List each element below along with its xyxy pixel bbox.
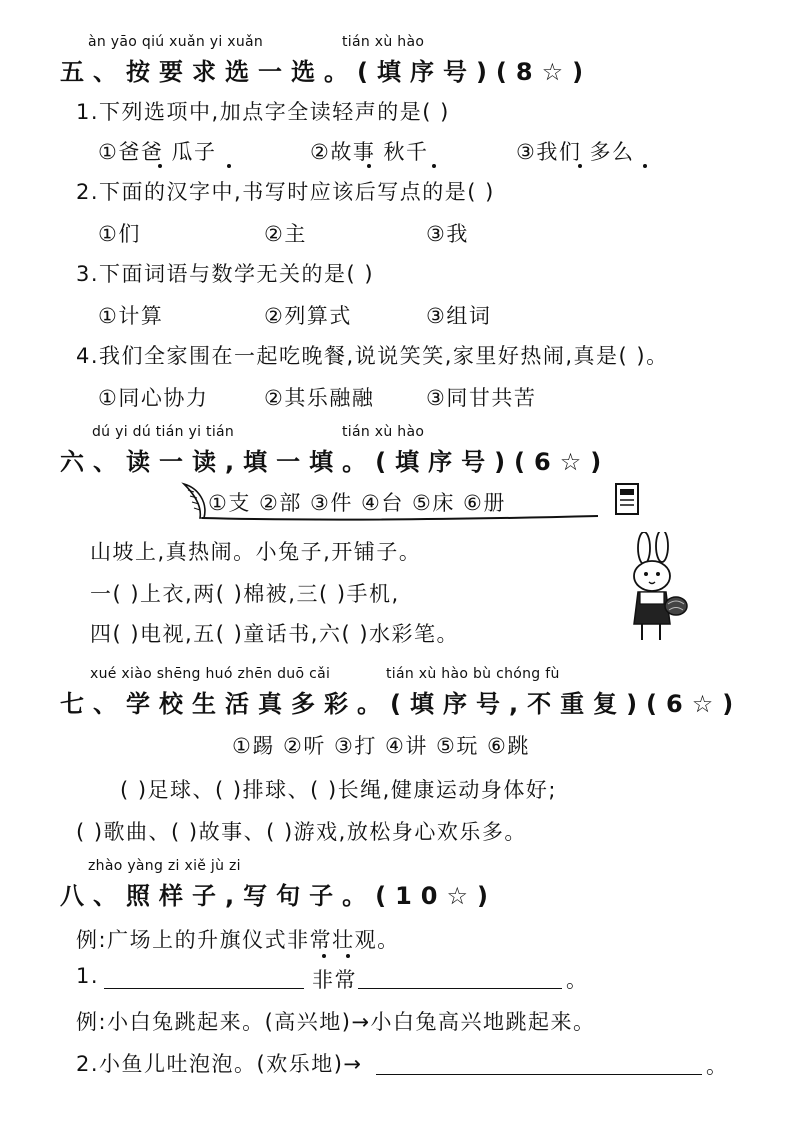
section6-line-3: 四( )电视,五( )童话书,六( )水彩笔。	[90, 622, 460, 646]
section8-pinyin-a: zhào yàng zi xiě jù zi	[88, 858, 241, 874]
section6-pinyin-a: dú yi dú tián yi tián	[92, 424, 235, 440]
q2-end-mark: 。	[706, 1054, 729, 1078]
emphasis-dot	[643, 164, 647, 168]
emphasis-dot	[158, 164, 162, 168]
section6-pinyin-b: tián xù hào	[342, 424, 425, 440]
answer-blank[interactable]	[104, 988, 304, 989]
q3-option-3: ③组词	[426, 304, 492, 328]
emphasis-dot	[346, 954, 350, 958]
answer-blank[interactable]	[358, 988, 562, 989]
q2-option-1: ①们	[98, 222, 141, 246]
emphasis-dot	[578, 164, 582, 168]
q2-option-2: ②主	[264, 222, 307, 246]
section7-line-1: ( )足球、( )排球、( )长绳,健康运动身体好;	[120, 778, 557, 802]
emphasis-dot	[367, 164, 371, 168]
section7-pinyin-a: xué xiào shēng huó zhēn duō cǎi	[90, 666, 331, 682]
q3-stem: 3.下面词语与数学无关的是( )	[76, 262, 375, 286]
q1-middle-word: 非常	[312, 968, 357, 992]
q3-option-2: ②列算式	[264, 304, 352, 328]
q1-option-2: ②故事 秋千	[310, 140, 429, 164]
section5-pinyin-a: àn yāo qiú xuǎn yi xuǎn	[88, 34, 264, 50]
book-icon	[614, 482, 640, 516]
rabbit-illustration	[622, 532, 690, 644]
word-bank-options: ①支 ②部 ③件 ④台 ⑤床 ⑥册	[208, 491, 506, 515]
section7-pinyin-b: tián xù hào bù chóng fù	[386, 666, 560, 682]
q4-option-2: ②其乐融融	[264, 386, 375, 410]
q4-option-1: ①同心协力	[98, 386, 209, 410]
section5-title: 五、按要求选一选。(填序号)(8☆)	[60, 58, 593, 86]
q4-stem: 4.我们全家围在一起吃晚餐,说说笑笑,家里好热闹,真是( )。	[76, 344, 669, 368]
section8-title: 八、照样子,写句子。(10☆)	[60, 882, 497, 910]
q1-number: 1.	[76, 964, 100, 988]
q4-option-3: ③同甘共苦	[426, 386, 537, 410]
section7-title: 七、学校生活真多彩。(填序号,不重复)(6☆)	[60, 690, 743, 718]
section7-options: ①踢 ②听 ③打 ④讲 ⑤玩 ⑥跳	[232, 734, 530, 758]
q1-stem: 1.下列选项中,加点字全读轻声的是( )	[76, 100, 450, 124]
q2-option-3: ③我	[426, 222, 469, 246]
section6-title: 六、读一读,填一填。(填序号)(6☆)	[60, 448, 611, 476]
answer-blank[interactable]	[376, 1074, 702, 1075]
q2-prompt: 2.小鱼儿吐泡泡。(欢乐地)→	[76, 1052, 363, 1076]
section5-pinyin-b: tián xù hào	[342, 34, 425, 50]
q1-option-1: ①爸爸 瓜子	[98, 140, 217, 164]
q2-stem: 2.下面的汉字中,书写时应该后写点的是( )	[76, 180, 495, 204]
emphasis-dot	[227, 164, 231, 168]
section6-line-1: 山坡上,真热闹。小兔子,开铺子。	[90, 540, 422, 564]
q1-end-mark: 。	[566, 968, 589, 992]
section7-line-2: ( )歌曲、( )故事、( )游戏,放松身心欢乐多。	[76, 820, 527, 844]
word-bank-banner	[178, 478, 638, 524]
example-1: 例:广场上的升旗仪式非常壮观。	[76, 928, 400, 952]
section6-line-2: 一( )上衣,两( )棉被,三( )手机,	[90, 582, 400, 606]
emphasis-dot	[322, 954, 326, 958]
q3-option-1: ①计算	[98, 304, 164, 328]
emphasis-dot	[432, 164, 436, 168]
q1-option-3: ③我们 多么	[516, 140, 635, 164]
example-2: 例:小白兔跳起来。(高兴地)→小白兔高兴地跳起来。	[76, 1010, 596, 1034]
